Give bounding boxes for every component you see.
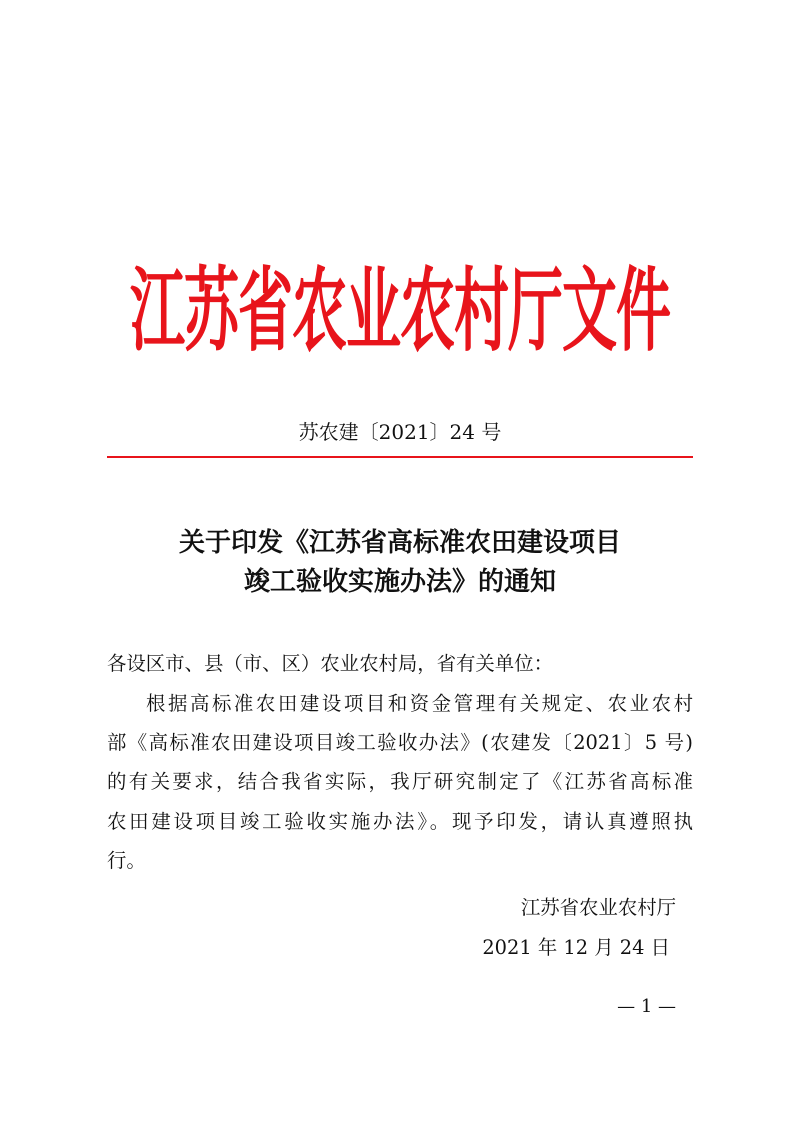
body-line: 农田建设项目竣工验收实施办法》。现予印发，请认真遵照执 — [107, 810, 693, 833]
document-header-title: 江苏省农业农村厅文件 — [129, 257, 670, 364]
document-number: 苏农建〔2021〕24 号 — [298, 420, 502, 444]
page-number: — 1 — — [617, 996, 676, 1017]
salutation: 各设区市、县（市、区）农业农村局，省有关单位： — [107, 652, 553, 675]
body-line: 行。 — [107, 849, 146, 872]
body-line: 根据高标准农田建设项目和资金管理有关规定、农业农村 — [146, 692, 693, 715]
body-line: 部《高标准农田建设项目竣工验收办法》(农建发〔2021〕5 号) — [107, 731, 693, 754]
signature-organization: 江苏省农业农村厅 — [520, 896, 676, 919]
document-title-line-2: 竣工验收实施办法》的通知 — [243, 567, 556, 597]
body-line: 的有关要求，结合我省实际，我厅研究制定了《江苏省高标准 — [107, 770, 693, 793]
document-title-line-1: 关于印发《江苏省高标准农田建设项目 — [178, 528, 621, 558]
signature-date: 2021 年 12 月 24 日 — [482, 936, 670, 959]
red-divider — [107, 456, 693, 458]
